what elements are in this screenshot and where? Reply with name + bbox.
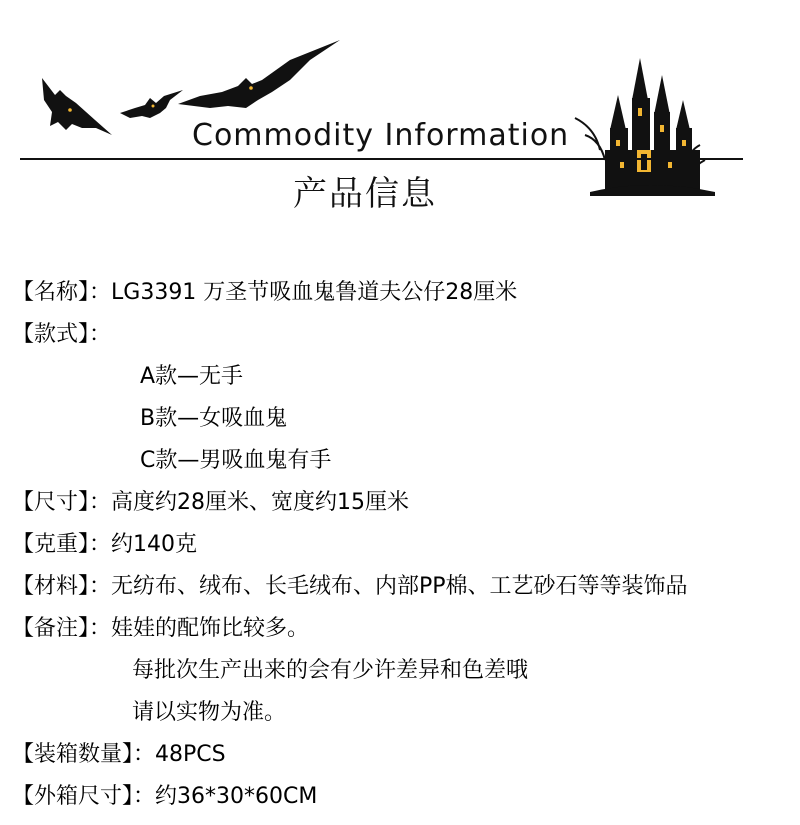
carton-size-label: 【外箱尺寸】： bbox=[12, 784, 156, 809]
info-row-material bbox=[12, 572, 688, 602]
info-row-style bbox=[12, 320, 111, 350]
name-label: 【名称】： bbox=[12, 280, 112, 305]
style-option-b: B款—女吸血鬼 bbox=[140, 406, 288, 431]
material-value: 无纺布、绒布、长毛绒布、内部PP棉、工艺砂石等等装饰品 bbox=[111, 574, 688, 599]
header-divider bbox=[20, 158, 743, 160]
header-banner bbox=[0, 0, 800, 230]
style-option-a: A款—无手 bbox=[140, 364, 244, 389]
name-value: LG3391 万圣节吸血鬼鲁道夫公仔28厘米 bbox=[111, 280, 518, 305]
bat-icon bbox=[178, 40, 340, 108]
note-line-1: 娃娃的配饰比较多。 bbox=[111, 616, 310, 641]
note-label: 【备注】： bbox=[12, 616, 112, 641]
info-row-carton-size bbox=[12, 782, 317, 812]
info-row-packing-qty bbox=[12, 740, 226, 770]
info-row-note bbox=[12, 614, 309, 644]
note-line-3: 请以实物为准。 bbox=[132, 700, 287, 725]
title-chinese: 产品信息 bbox=[293, 174, 437, 214]
info-row-name bbox=[12, 278, 517, 308]
packing-qty-label: 【装箱数量】： bbox=[12, 742, 156, 767]
carton-size-value: 约36*30*60CM bbox=[155, 784, 318, 809]
info-row-weight bbox=[12, 530, 197, 560]
material-label: 【材料】： bbox=[12, 574, 112, 599]
bat-icon bbox=[120, 90, 183, 118]
info-row-size bbox=[12, 488, 409, 518]
weight-label: 【克重】： bbox=[12, 532, 112, 557]
size-label: 【尺寸】： bbox=[12, 490, 112, 515]
bat-icon bbox=[42, 78, 112, 135]
title-english: Commodity Information bbox=[192, 118, 570, 153]
size-value: 高度约28厘米、宽度约15厘米 bbox=[111, 490, 410, 515]
style-option-c: C款—男吸血鬼有手 bbox=[140, 448, 332, 473]
note-line-2: 每批次生产出来的会有少许差异和色差哦 bbox=[132, 658, 529, 683]
style-label: 【款式】： bbox=[12, 322, 112, 347]
weight-value: 约140克 bbox=[111, 532, 198, 557]
packing-qty-value: 48PCS bbox=[155, 742, 226, 767]
